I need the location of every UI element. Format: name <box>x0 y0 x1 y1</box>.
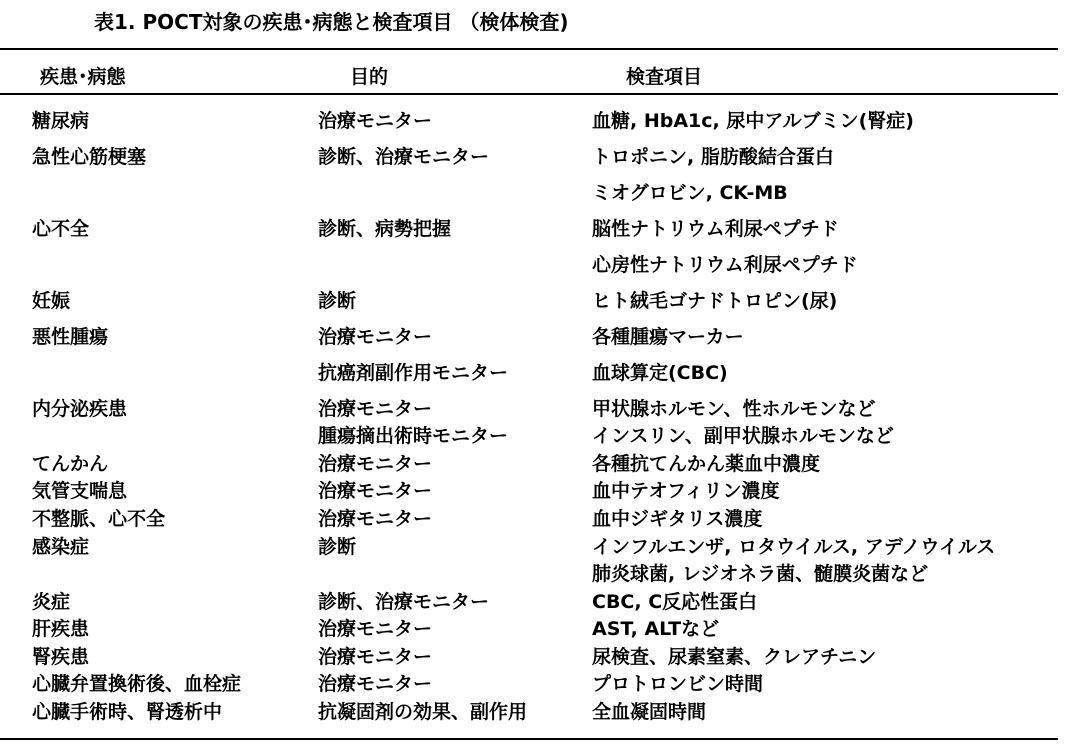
row-disease: 腎疾患 <box>32 646 90 668</box>
row-disease: 心臓弁置換術後、血栓症 <box>32 673 242 695</box>
row-disease: 糖尿病 <box>32 110 90 132</box>
row-disease: 内分泌疾患 <box>32 398 128 420</box>
row-test: 心房性ナトリウム利尿ペプチド <box>592 254 858 276</box>
row-disease: 気管支喘息 <box>32 480 128 502</box>
row-purpose: 診断、病勢把握 <box>318 218 452 240</box>
row-test: 甲状腺ホルモン、性ホルモンなど <box>592 398 876 420</box>
row-disease: 悪性腫瘍 <box>32 326 109 348</box>
row-purpose: 治療モニター <box>318 646 433 668</box>
row-test: 血中ジギタリス濃度 <box>592 508 763 530</box>
row-test: 各種腫瘍マーカー <box>592 326 744 348</box>
row-purpose: 治療モニター <box>318 480 433 502</box>
row-test: 血球算定(CBC) <box>592 362 728 384</box>
row-purpose: 治療モニター <box>318 453 433 475</box>
row-purpose: 治療モニター <box>318 110 433 132</box>
row-purpose: 治療モニター <box>318 398 433 420</box>
row-purpose: 抗凝固剤の効果、副作用 <box>318 701 528 723</box>
row-test: ヒト絨毛ゴナドトロピン(尿) <box>592 290 838 312</box>
row-purpose: 治療モニター <box>318 673 433 695</box>
bottom-rule <box>0 738 1058 740</box>
row-disease: 心臓手術時、腎透析中 <box>32 701 223 723</box>
row-disease: てんかん <box>32 453 109 475</box>
row-test: ミオグロビン, CK-MB <box>592 182 788 204</box>
row-purpose: 診断 <box>318 536 357 558</box>
row-test: 全血凝固時間 <box>592 701 707 723</box>
row-test: インスリン、副甲状腺ホルモンなど <box>592 425 894 447</box>
row-purpose: 診断 <box>318 290 357 312</box>
row-purpose: 腫瘍摘出術時モニター <box>318 425 509 447</box>
header-disease: 疾患･病態 <box>40 66 126 88</box>
row-test: インフルエンザ, ロタウイルス, アデノウイルス <box>592 536 996 558</box>
row-purpose: 診断、治療モニター <box>318 146 490 168</box>
row-purpose: 診断、治療モニター <box>318 591 490 613</box>
header-purpose: 目的 <box>350 66 389 88</box>
row-disease: 炎症 <box>32 591 71 613</box>
row-test: 血中テオフィリン濃度 <box>592 480 780 502</box>
row-test: 脳性ナトリウム利尿ペプチド <box>592 218 839 240</box>
row-test: トロポニン, 脂肪酸結合蛋白 <box>592 146 834 168</box>
row-purpose: 治療モニター <box>318 618 433 640</box>
top-rule <box>0 48 1058 50</box>
row-disease: 妊娠 <box>32 290 71 312</box>
row-test: CBC, C反応性蛋白 <box>592 591 758 613</box>
row-disease: 感染症 <box>32 536 90 558</box>
row-test: 肺炎球菌, レジオネラ菌、髄膜炎菌など <box>592 563 929 585</box>
row-test: 各種抗てんかん薬血中濃度 <box>592 453 821 475</box>
header-test: 検査項目 <box>626 66 703 88</box>
header-rule <box>0 93 1058 95</box>
row-disease: 急性心筋梗塞 <box>32 146 147 168</box>
row-purpose: 治療モニター <box>318 326 433 348</box>
row-test: 血糖, HbA1c, 尿中アルブミン(腎症) <box>592 110 914 132</box>
row-purpose: 治療モニター <box>318 508 433 530</box>
row-disease: 心不全 <box>32 218 90 240</box>
row-disease: 肝疾患 <box>32 618 90 640</box>
row-test: プロトロンビン時間 <box>592 673 764 695</box>
row-test: AST, ALTなど <box>592 618 720 640</box>
row-test: 尿検査、尿素窒素、クレアチニン <box>592 646 877 668</box>
table-title: 表1. POCT対象の疾患･病態と検査項目 （検体検査) <box>94 10 569 34</box>
row-disease: 不整脈、心不全 <box>32 508 166 530</box>
row-purpose: 抗癌剤副作用モニター <box>318 362 509 384</box>
